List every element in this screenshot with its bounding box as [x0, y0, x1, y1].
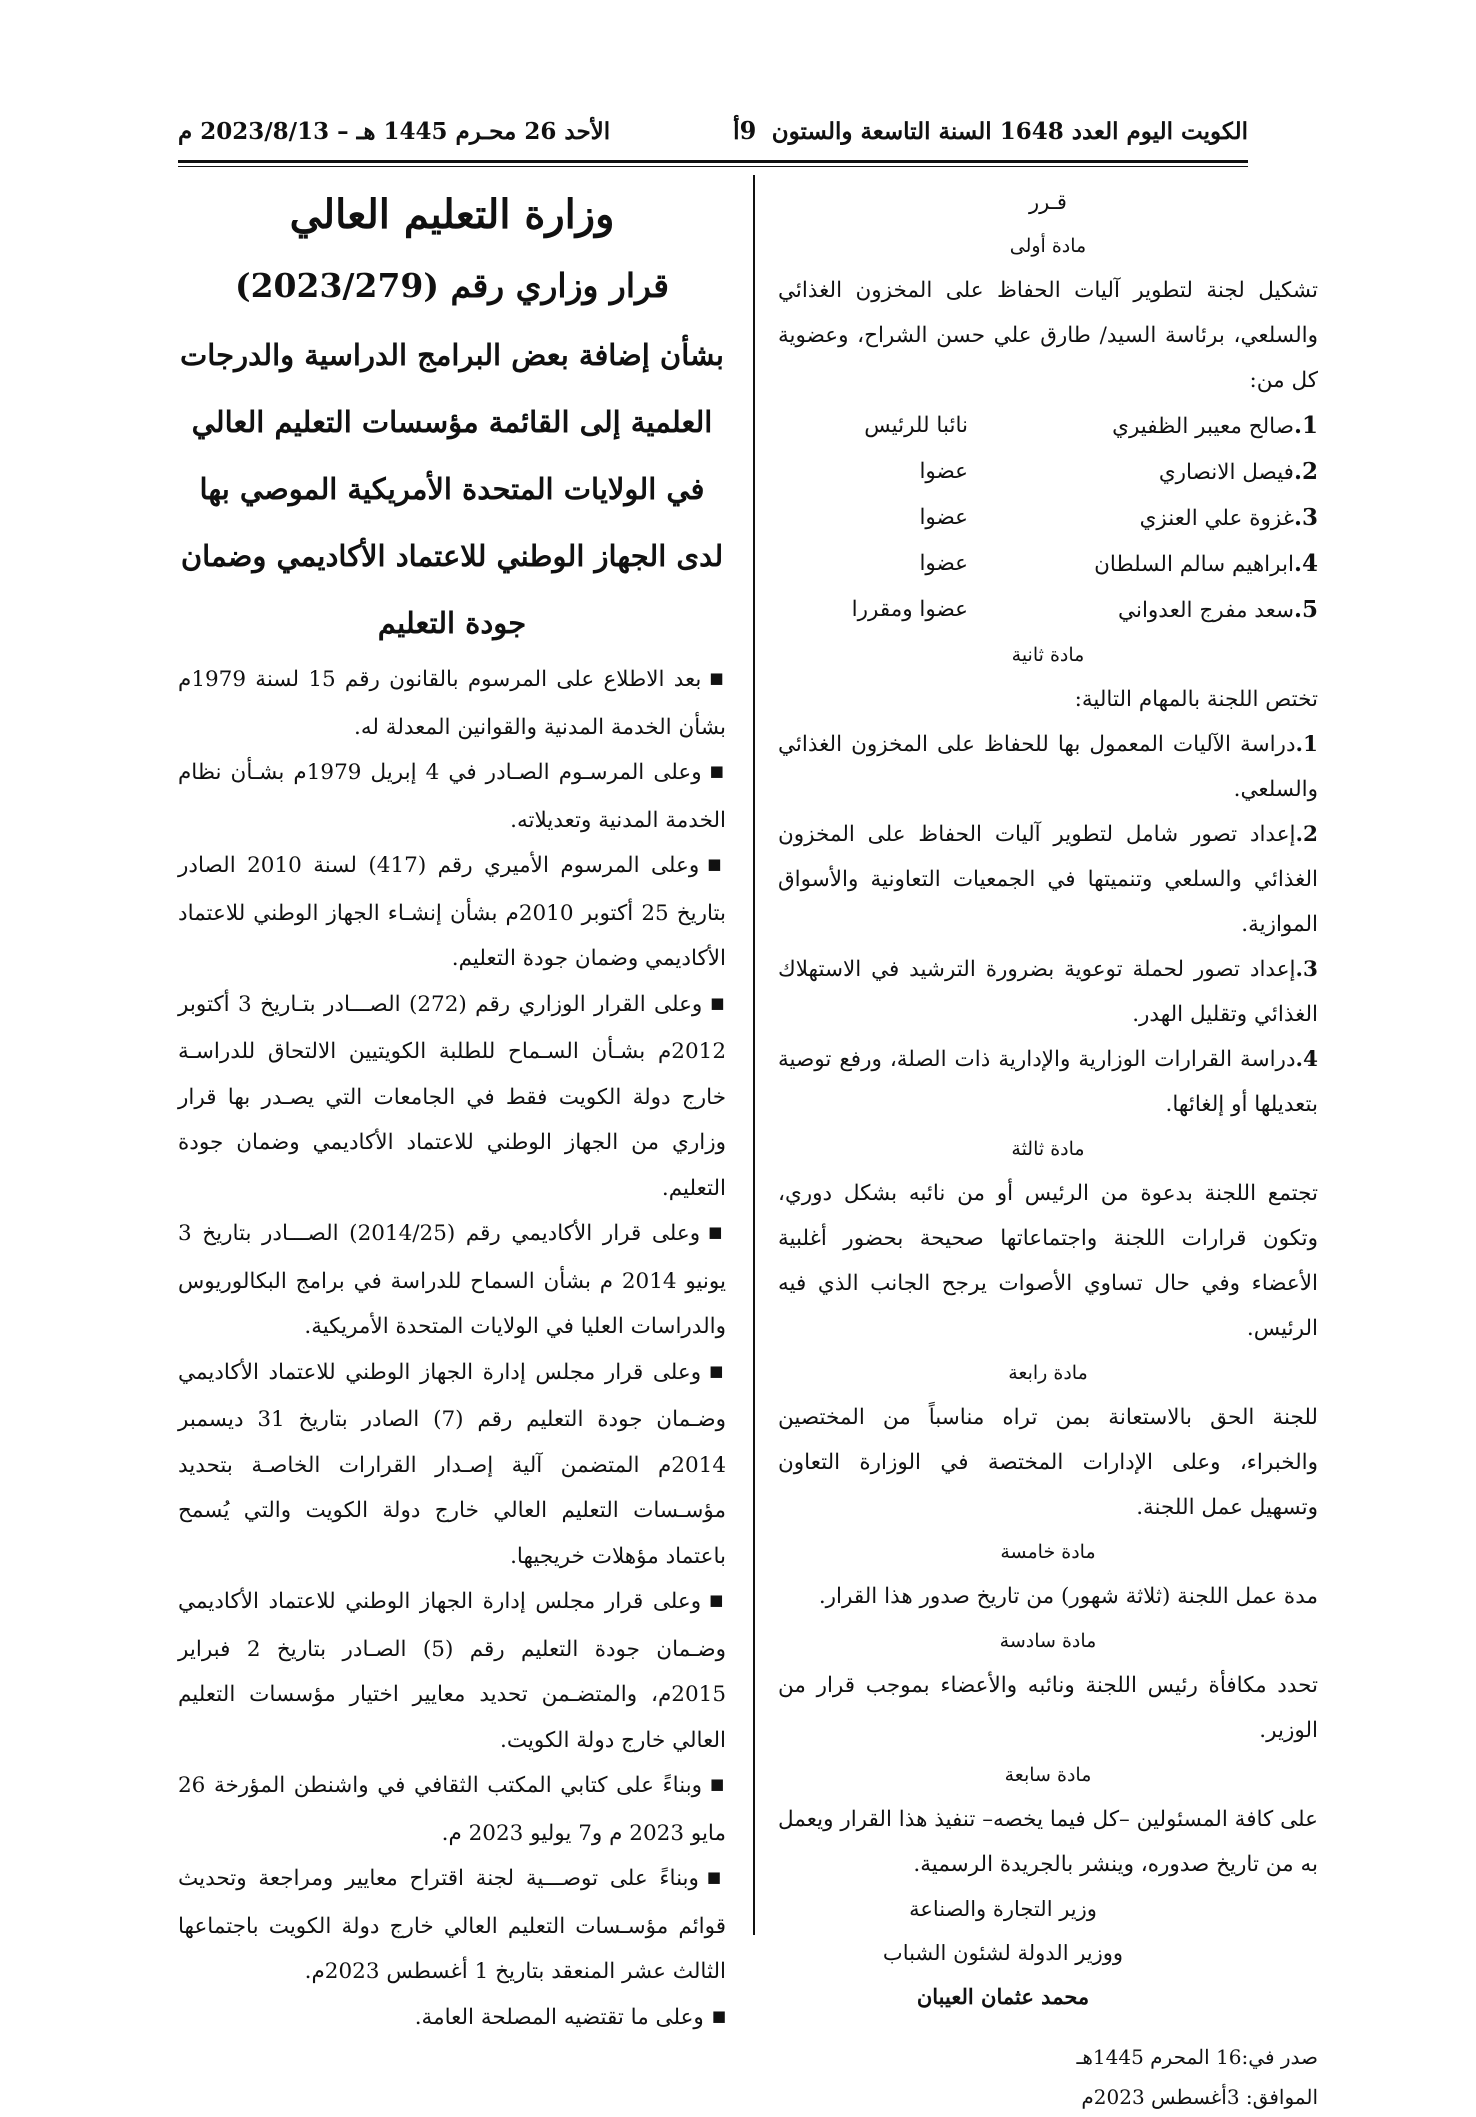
preamble-item: ■وعلى المرسوم الأميري رقم (417) لسنة 2010 الصادر بتاريخ 25 أكتوبر 2010م بشأن إنشـاء الجهاز الوطني للاعتماد الأكاديمي وضمان جودة التعليم.: [178, 853, 726, 971]
preamble-list: [178, 657, 726, 2042]
article-3-title: مادة ثالثة: [1011, 1138, 1085, 1160]
member-role: عضوا: [919, 505, 968, 530]
task-item: 1.دراسة الآليات المعمول بها للحفاظ على المخزون الغذائي والسلعي.: [778, 732, 1318, 802]
signature-title: وزير التجارة والصناعة: [909, 1897, 1097, 1921]
issue-info: [778, 2037, 1318, 2117]
preamble-item: ■وبناءً على كتابي المكتب الثقافي في واشنطن المؤرخة 26 مايو 2023 م و7 يوليو 2023 م.: [178, 1773, 726, 1846]
issued-date-gregorian: الموافق: 3أغسطس 2023م: [1081, 2085, 1318, 2109]
article-5-text: مدة عمل اللجنة (ثلاثة شهور) من تاريخ صدور هذا القرار.: [818, 1584, 1318, 1609]
preamble-item: ■وعلى قرار مجلس إدارة الجهاز الوطني للاعتماد الأكاديمي وضـمان جودة التعليم رقم (7) الصادر بتاريخ 31 ديسمبر 2014م المتضمن آلية إصـدار القرارات الخاصـة بتحديد مؤسـسات التعليم العالي خارج دولة الكويت والتي يُسمح باعتماد مؤهلات خريجيها.: [178, 1359, 726, 1569]
preamble-item: ■وبناءً على توصـــية لجنة اقتراح معايير ومراجعة وتحديث قوائم مؤسـسات التعليم العالي خارج دولة الكويت باجتماعها الثالث عشر المنعقد بتاريخ 1 أغسطس 2023م.: [178, 1866, 726, 1984]
preamble-item: ■بعد الاطلاع على المرسوم بالقانون رقم 15 لسنة 1979م بشأن الخدمة المدنية والقوانين المعدلة له.: [178, 667, 726, 740]
member-name: 2.فيصل الانصاري: [1158, 458, 1318, 485]
bullet-icon: ■: [709, 1591, 726, 1609]
member-name: 4.ابراهيم سالم السلطان: [1094, 550, 1318, 577]
issue-date: الأحد 26 محـرم 1445 هـ – 2023/8/13 م: [178, 117, 611, 145]
member-role: عضوا ومقررا: [851, 597, 968, 622]
article-2-intro: تختص اللجنة بالمهام التالية:: [1074, 687, 1318, 712]
bullet-icon: ■: [711, 2006, 726, 2025]
article-2-title: مادة ثانية: [1011, 644, 1085, 666]
member-name: 3.غزوة علي العنزي: [1139, 504, 1318, 531]
article-3-text: تجتمع اللجنة بدعوة من الرئيس أو من نائبه بشكل دوري، وتكون قرارات اللجنة واجتماعاتها صحيحة بحضور أغلبية الأعضاء وفي حال تساوي الأصوات يرجح الجانب الذي فيه الرئيس.: [778, 1181, 1318, 1341]
article-1-title: مادة أولى: [1009, 235, 1087, 257]
member-row: [778, 541, 1318, 587]
article-6-title: مادة سادسة: [999, 1630, 1097, 1652]
ministry-title: وزارة التعليم العالي: [289, 191, 615, 238]
bullet-icon: ■: [707, 855, 726, 873]
bullet-icon: ■: [706, 1868, 726, 1886]
article-5-title: مادة خامسة: [1000, 1541, 1096, 1563]
left-column: [178, 180, 726, 2042]
member-role: نائبا للرئيس: [864, 413, 968, 438]
members-list: [778, 403, 1318, 633]
preamble-item: ■وعلى قرار الأكاديمي رقم (2014/25) الصـــادر بتاريخ 3 يونيو 2014 م بشأن السماح للدراسة في برامج البكالوريوس والدراسات العليا في الولايات المتحدة الأمريكية.: [178, 1221, 726, 1339]
bullet-icon: ■: [710, 1775, 726, 1793]
bullet-icon: ■: [708, 1223, 726, 1241]
gazette-issue: الكويت اليوم العدد 1648 السنة التاسعة والستون: [771, 117, 1248, 145]
preamble-item: ■وعلى قرار مجلس إدارة الجهاز الوطني للاعتماد الأكاديمي وضـمان جودة التعليم رقم (5) الصـادر بتاريخ 2 فبراير 2015م، والمتضـمن تحديد معايير اختيار مؤسسات التعليم العالي خارج دولة الكويت.: [178, 1589, 726, 1753]
signature-block: [838, 1887, 1168, 2019]
preamble-item: ■وعلى ما تقتضيه المصلحة العامة.: [414, 2004, 726, 2030]
bullet-icon: ■: [710, 993, 726, 1012]
page-number: 9أ: [733, 116, 757, 145]
bullet-icon: ■: [709, 762, 726, 780]
task-item: 4.دراسة القرارات الوزارية والإدارية ذات الصلة، ورفع توصية بتعديلها أو إلغائها.: [778, 1047, 1318, 1117]
decision-number: قرار وزاري رقم (2023/279): [234, 266, 670, 305]
task-item: 2.إعداد تصور شامل لتطوير آليات الحفاظ على المخزون الغذائي والسلعي وتنميتها في الجمعيات التعاونية والأسواق الموازية.: [778, 822, 1318, 937]
article-1-text: تشكيل لجنة لتطوير آليات الحفاظ على المخزون الغذائي والسلعي، برئاسة السيد/ طارق علي حسن الشراح، وعضوية كل من:: [778, 278, 1318, 393]
decision-subject: بشأن إضافة بعض البرامج الدراسية والدرجات العلمية إلى القائمة مؤسسات التعليم العالي في الولايات المتحدة الأمريكية الموصي بها لدى الجهاز الوطني للاعتماد الأكاديمي وضمان جودة التعليم: [180, 338, 724, 640]
member-name: 5.سعد مفرج العدواني: [1118, 596, 1318, 623]
header-rule: [178, 160, 1248, 167]
article-4-text: للجنة الحق بالاستعانة بمن تراه مناسباً من المختصين والخبراء، وعلى الإدارات المختصة في الوزارة التعاون وتسهيل عمل اللجنة.: [778, 1405, 1318, 1520]
article-6-text: تحدد مكافأة رئيس اللجنة ونائبه والأعضاء بموجب قرار من الوزير.: [778, 1673, 1318, 1743]
article-4-title: مادة رابعة: [1008, 1362, 1088, 1384]
member-role: عضوا: [919, 551, 968, 576]
page-header: [178, 108, 1248, 154]
signatory-name: محمد عثمان العيبان: [916, 1984, 1090, 2009]
article-7-title: مادة سابعة: [1004, 1764, 1092, 1786]
member-row: [778, 449, 1318, 495]
issued-date-hijri: صدر في:16 المحرم 1445هـ: [1076, 2045, 1318, 2069]
member-role: عضوا: [919, 459, 968, 484]
preamble-item: ■وعلى القرار الوزاري رقم (272) الصـــادر بتـاريخ 3 أكتوبر 2012م بشـأن السـماح للطلبة الكويتيين الالتحاق للدراسـة خارج دولة الكويت فقط في الجامعات التي يصـدر بها قرار وزاري من الجهاز الوطني للاعتماد الأكاديمي وضمان جودة التعليم.: [178, 991, 726, 1201]
task-item: 3.إعداد تصور لحملة توعوية بضرورة الترشيد في الاستهلاك الغذائي وتقليل الهدر.: [778, 957, 1318, 1027]
member-row: [778, 587, 1318, 633]
member-row: [778, 495, 1318, 541]
decided-heading: قـرر: [1029, 190, 1067, 214]
member-name: 1.صالح معيبر الظفيري: [1112, 412, 1318, 439]
signature-title-2: ووزير الدولة لشئون الشباب: [882, 1941, 1124, 1965]
right-column: [778, 180, 1318, 2117]
preamble-item: ■وعلى المرسـوم الصـادر في 4 إبريل 1979م بشـأن نظام الخدمة المدنية وتعديلاته.: [178, 760, 726, 833]
bullet-icon: ■: [709, 669, 726, 687]
bullet-icon: ■: [709, 1361, 726, 1380]
column-divider: [753, 175, 755, 1935]
article-7-text: على كافة المسئولين –كل فيما يخصه– تنفيذ هذا القرار ويعمل به من تاريخ صدوره، وينشر بالجريدة الرسمية.: [778, 1807, 1318, 1877]
member-row: [778, 403, 1318, 449]
